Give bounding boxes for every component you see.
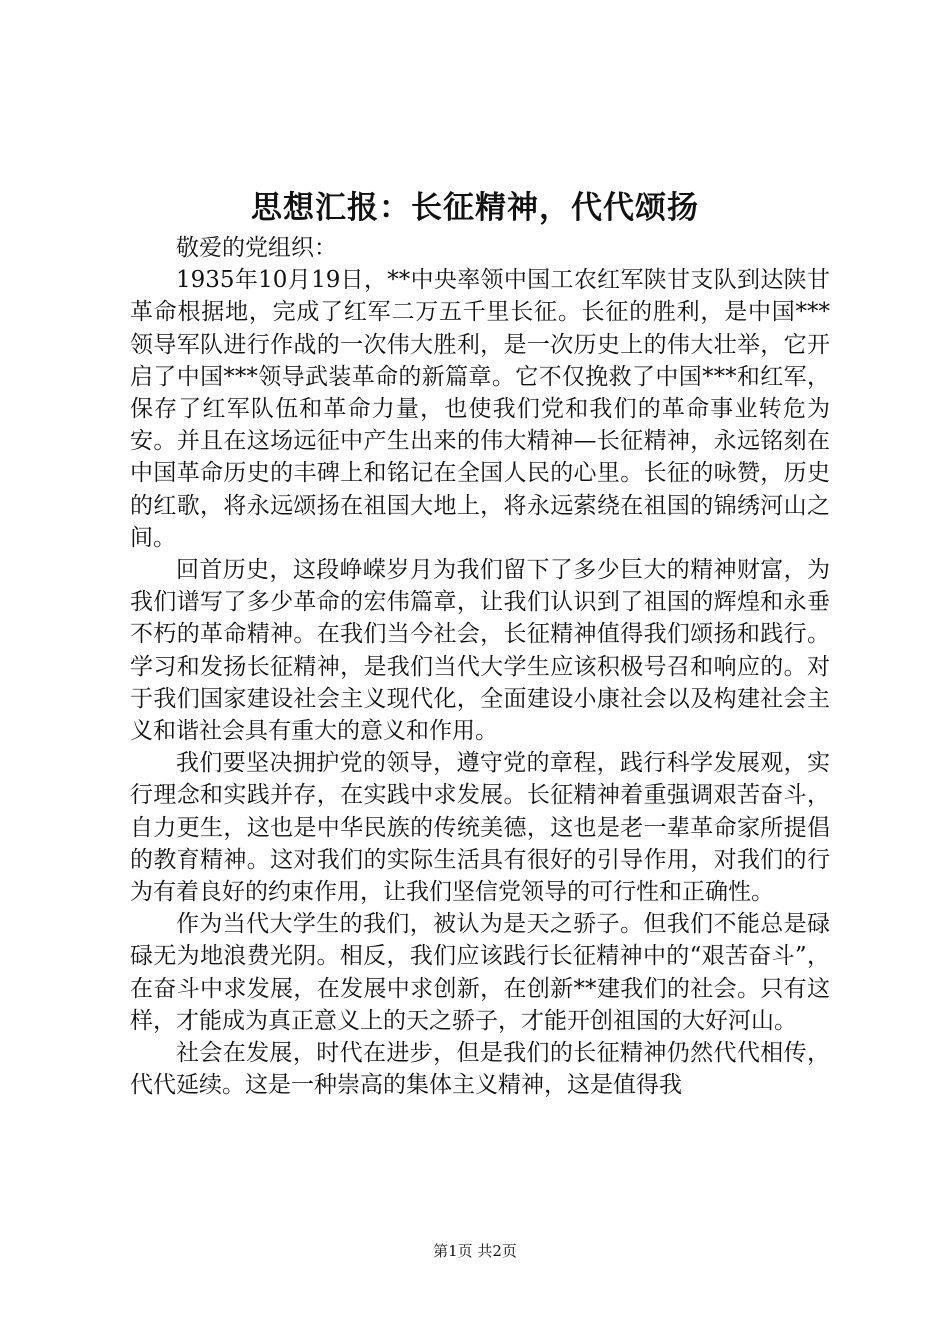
document-body [130, 232, 830, 1101]
page-footer: 第1页 共2页 [433, 1242, 517, 1260]
salutation: 敬爱的党组织： [176, 235, 337, 261]
paragraph: 回首历史，这段峥嵘岁月为我们留下了多少巨大的精神财富，为我们谱写了多少革命的宏伟篇章，让我们认识到了祖国的辉煌和永垂不朽的革命精神。在我们当今社会，长征精神值得我们颂扬和践行。学习和发扬长征精神，是我们当代大学生应该积极号召和响应的。对于我们国家建设社会主义现代化，全面建设小康社会以及构建社会主义和谐社会具有重大的意义和作用。 [130, 557, 830, 745]
paragraph: 作为当代大学生的我们，被认为是天之骄子。但我们不能总是碌碌无为地浪费光阴。相反，我们应该践行长征精神中的“艰苦奋斗”，在奋斗中求发展，在发展中求创新，在创新**建我们的社会。只有这样，才能成为真正意义上的天之骄子，才能开创祖国的大好河山。 [130, 911, 830, 1034]
paragraph: 1935年10月19日，**中央率领中国工农红军陕甘支队到达陕甘革命根据地，完成了红军二万五千里长征。长征的胜利，是中国***领导军队进行作战的一次伟大胜利，是一次历史上的伟大壮举，它开启了中国***领导武装革命的新篇章。它不仅挽救了中国***和红军，保存了红军队伍和革命力量，也使我们党和我们的革命事业转危为安。并且在这场远征中产生出来的伟大精神—长征精神，永远铭刻在中国革命历史的丰碑上和铭记在全国人民的心里。长征的咏赞，历史的红歌，将永远颂扬在祖国大地上，将永远萦绕在祖国的锦绣河山之间。 [130, 267, 830, 551]
paragraph: 我们要坚决拥护党的领导，遵守党的章程，践行科学发展观，实行理念和实践并存，在实践中求发展。长征精神着重强调艰苦奋斗，自力更生，这也是中华民族的传统美德，这也是老一辈革命家所提倡的教育精神。这对我们的实际生活具有很好的引导作用，对我们的行为有着良好的约束作用，让我们坚信党领导的可行性和正确性。 [130, 750, 830, 906]
document-title: 思想汇报：长征精神，代代颂扬 [251, 190, 699, 226]
paragraph: 社会在发展，时代在进步，但是我们的长征精神仍然代代相传，代代延续。这是一种崇高的集体主义精神，这是值得我 [130, 1040, 830, 1099]
